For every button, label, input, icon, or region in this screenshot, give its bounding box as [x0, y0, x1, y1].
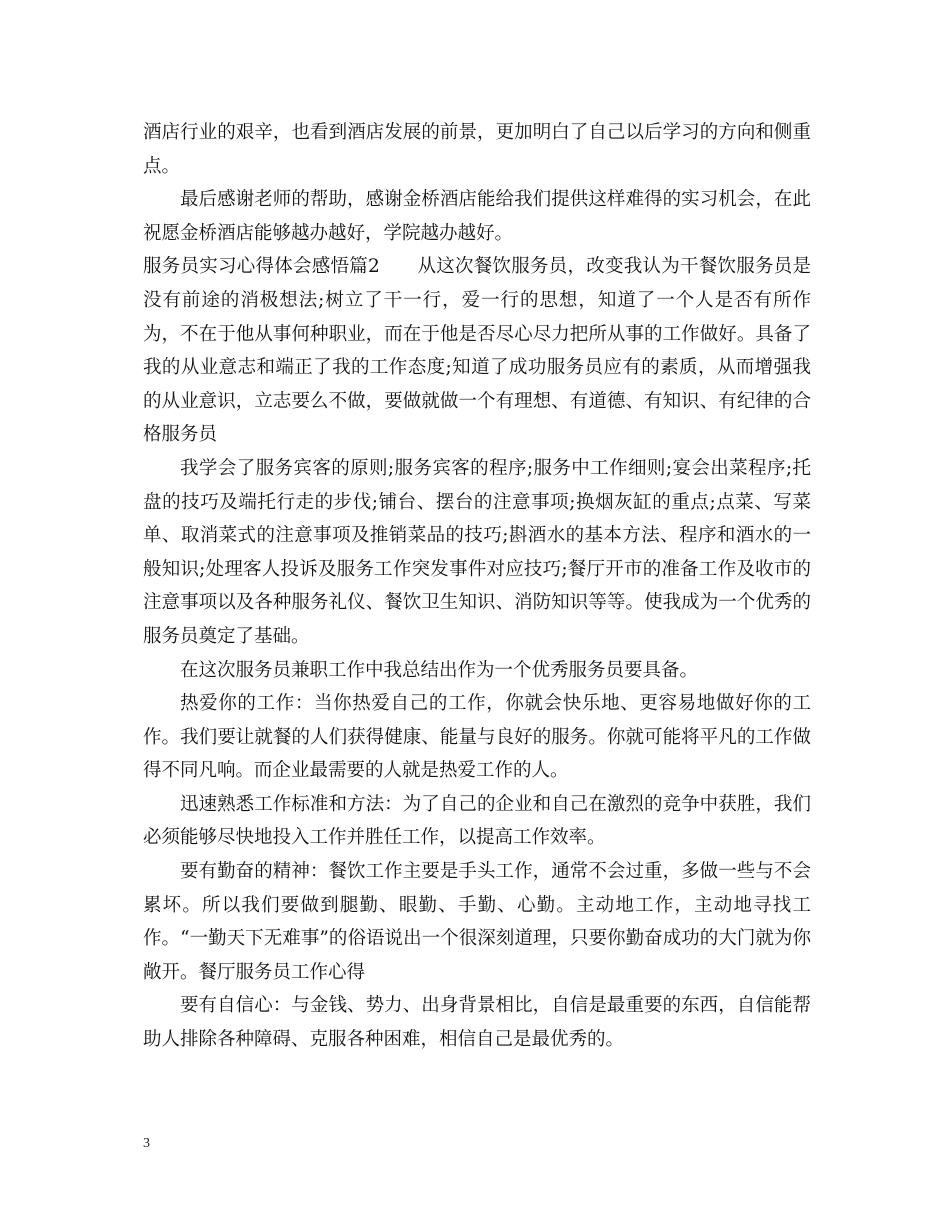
paragraph-1: 酒店行业的艰辛，也看到酒店发展的前景，更加明白了自己以后学习的方向和侧重点。 [143, 122, 811, 177]
paragraph-6: 热爱你的工作：当你热爱自己的工作，你就会快乐地、更容易地做好你的工作。我们要让就餐的人们获得健康、能量与良好的服务。你就可能将平凡的工作做得不同凡响。而企业最需要的人就是热爱工作的人。 [143, 693, 811, 782]
paragraph-2: 最后感谢老师的帮助，感谢金桥酒店能给我们提供这样难得的实习机会，在此祝愿金桥酒店能够越办越好，学院越办越好。 [143, 189, 811, 244]
paragraph-8: 要有勤奋的精神：餐饮工作主要是手头工作，通常不会过重，多做一些与不会累坏。所以我们要做到腿勤、眼勤、手勤、心勤。主动地工作，主动地寻找工作。“一勤天下无难事”的俗语说出一个很深刻道理，只要你勤奋成功的大门就为你敞开。餐厅服务员工作心得 [143, 861, 811, 983]
paragraph-5: 在这次服务员兼职工作中我总结出作为一个优秀服务员要具备。 [180, 659, 699, 681]
document-body [143, 116, 811, 1057]
paragraph-4: 我学会了服务宾客的原则;服务宾客的程序;服务中工作细则;宴会出菜程序;托盘的技巧及端托行走的步伐;铺台、摆台的注意事项;换烟灰缸的重点;点菜、写菜单、取消菜式的注意事项及推销菜品的技巧;斟酒水的基本方法、程序和酒水的一般知识;处理客人投诉及服务工作突发事件对应技巧;餐厅开市的准备工作及收市的注意事项以及各种服务礼仪、餐饮卫生知识、消防知识等等。使我成为一个优秀的服务员奠定了基础。 [143, 457, 811, 647]
page-number: 3 [143, 1136, 150, 1151]
paragraph-9: 要有自信心：与金钱、势力、出身背景相比，自信是最重要的东西，自信能帮助人排除各种障碍、克服各种困难，相信自己是最优秀的。 [143, 995, 811, 1051]
paragraph-3: 服务员实习心得体会感悟篇2 从这次餐饮服务员，改变我认为干餐饮服务员是没有前途的消极想法;树立了干一行，爱一行的思想，知道了一个人是否有所作为，不在于他从事何种职业，而在于他是否尽心尽力把所从事的工作做好。具备了我的从业意志和端正了我的工作态度;知道了成功服务员应有的素质，从而增强我的从业意识，立志要么不做，要做就做一个有理想、有道德、有知识、有纪律的合格服务员 [143, 256, 811, 446]
paragraph-7: 迅速熟悉工作标准和方法：为了自己的企业和自己在激烈的竞争中获胜，我们必须能够尽快地投入工作并胜任工作，以提高工作效率。 [143, 793, 811, 849]
